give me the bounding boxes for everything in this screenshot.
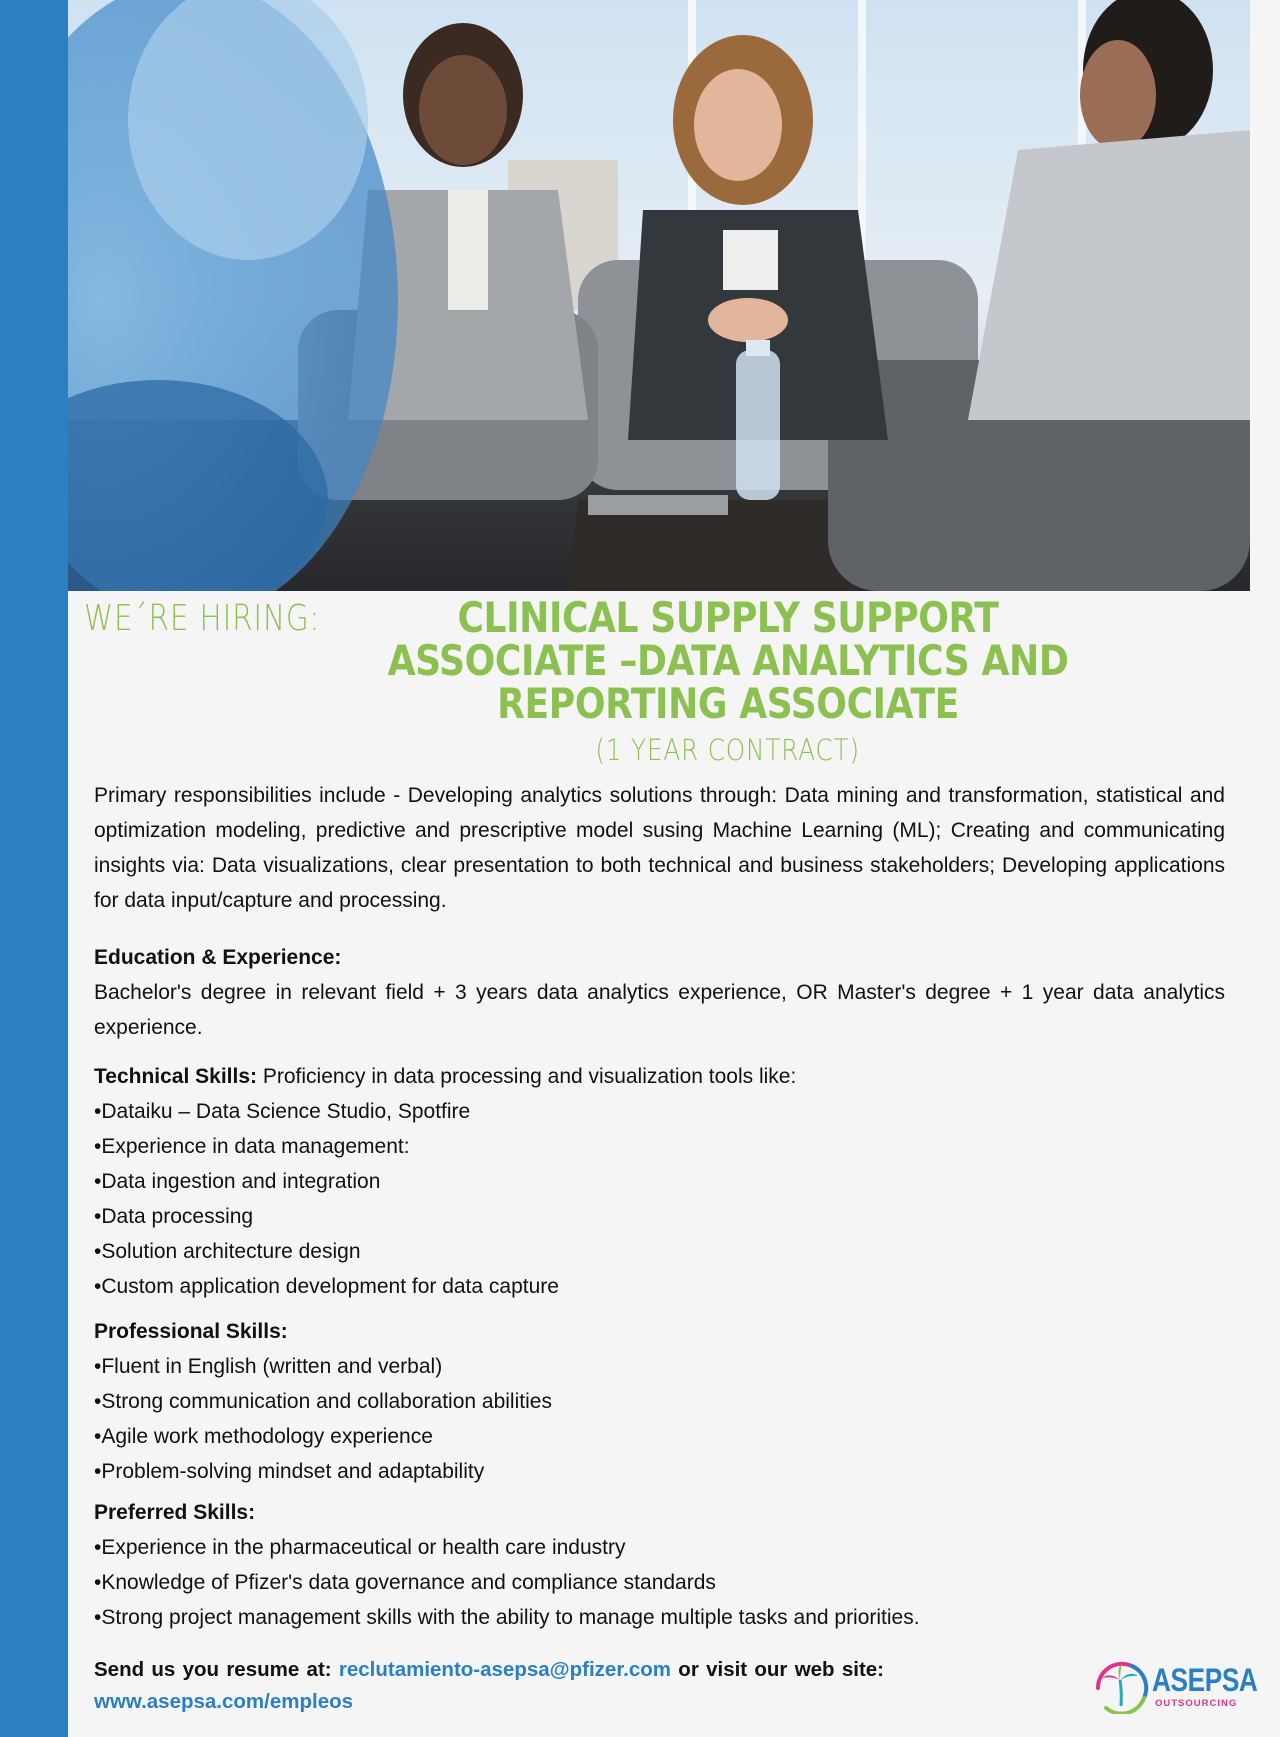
footer-prefix: Send us you resume at:: [94, 1658, 339, 1681]
list-item: •Strong communication and collaboration abilities: [94, 1390, 552, 1413]
list-item: •Data processing: [94, 1205, 254, 1228]
list-item: •Dataiku – Data Science Studio, Spotfire: [94, 1100, 471, 1123]
footer-middle: or visit our web site:: [671, 1658, 884, 1681]
logo-tagline: OUTSOURCING: [1155, 1698, 1238, 1709]
list-item: •Problem-solving mindset and adaptability: [94, 1460, 485, 1483]
job-title-line: CLINICAL SUPPLY SUPPORT: [457, 593, 999, 642]
list-item: •Knowledge of Pfizer's data governance and compliance standards: [94, 1571, 716, 1594]
hero-photo: [68, 0, 1250, 591]
list-item: •Agile work methodology experience: [94, 1425, 433, 1448]
technical-intro: [94, 1059, 1225, 1094]
job-title-line: ASSOCIATE –DATA ANALYTICS AND: [387, 636, 1069, 685]
job-title: [278, 593, 1178, 728]
list-item: •Custom application development for data capture: [94, 1275, 559, 1298]
asepsa-logo: [1092, 1658, 1258, 1714]
job-description: [94, 778, 1225, 1635]
right-margin: [1250, 0, 1280, 591]
contract-label: (1 YEAR CONTRACT): [595, 733, 861, 767]
list-item: •Strong project management skills with the ability to manage multiple tasks and priorities.: [94, 1606, 920, 1629]
website-link[interactable]: www.asepsa.com/empleos: [94, 1690, 354, 1713]
list-item: •Solution architecture design: [94, 1240, 361, 1263]
technical-section: [94, 1059, 1225, 1304]
list-item: •Fluent in English (written and verbal): [94, 1355, 443, 1378]
contact-footer: [94, 1654, 884, 1718]
email-link[interactable]: reclutamiento-asepsa@pfizer.com: [338, 1658, 672, 1681]
intro-paragraph: Primary responsibilities include - Developing analytics solutions through: Data mining and transformation, statistical and optimization modeling, predictive and prescriptive model susing Machine Learning (ML); Creating and communicating insights via: Data visualizations, clear presentation to both technical and business stakeholders; Developing applications for data input/capture and processing.: [94, 784, 1225, 912]
palm-tree-logo-icon: [1092, 1658, 1150, 1714]
education-text: Bachelor's degree in relevant field + 3 years data analytics experience, OR Master's degree + 1 year data analytics experience.: [94, 981, 1225, 1039]
contract-type: [278, 733, 1178, 767]
left-accent-bar: [0, 0, 68, 1737]
logo-name: ASEPSA: [1152, 1662, 1258, 1698]
professional-section: [94, 1314, 1225, 1489]
professional-heading: Professional Skills:: [94, 1320, 288, 1343]
preferred-section: [94, 1495, 1225, 1635]
list-item: •Data ingestion and integration: [94, 1170, 381, 1193]
list-item: •Experience in the pharmaceutical or health care industry: [94, 1536, 626, 1559]
preferred-heading: Preferred Skills:: [94, 1501, 256, 1524]
job-title-line: REPORTING ASSOCIATE: [497, 679, 959, 728]
technical-heading: Technical Skills:: [94, 1065, 258, 1088]
heading-block: [68, 593, 1250, 772]
education-heading: Education & Experience:: [94, 946, 342, 969]
hiring-label: WE´RE HIRING:: [84, 598, 321, 639]
technical-text: Proficiency in data processing and visualization tools like:: [257, 1065, 797, 1088]
education-section: [94, 940, 1225, 1045]
list-item: •Experience in data management:: [94, 1135, 410, 1158]
